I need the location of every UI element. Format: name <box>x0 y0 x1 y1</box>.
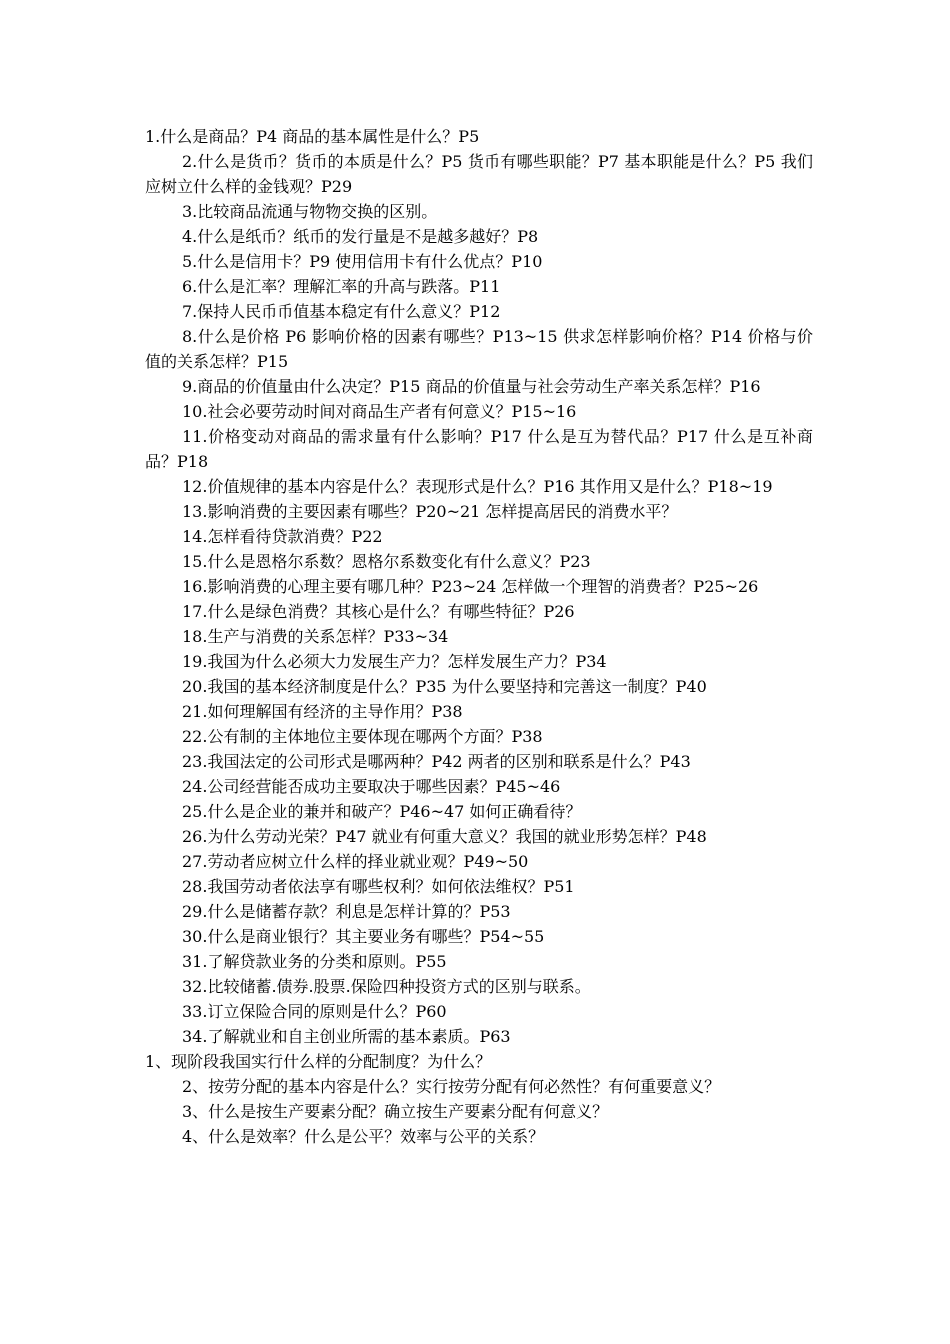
question-3: 3.比较商品流通与物物交换的区别。 <box>182 202 438 221</box>
question-1: 1.什么是商品？P4 商品的基本属性是什么？P5 <box>145 127 480 146</box>
question-16: 16.影响消费的心理主要有哪几种？P23~24 怎样做一个理智的消费者？P25~26 <box>182 577 759 596</box>
question-13: 13.影响消费的主要因素有哪些？P20~21 怎样提高居民的消费水平？ <box>182 502 678 521</box>
question-14: 14.怎样看待贷款消费？P22 <box>182 527 383 546</box>
question-31: 31.了解贷款业务的分类和原则。P55 <box>182 952 447 971</box>
question-24: 24.公司经营能否成功主要取决于哪些因素？P45~46 <box>182 777 561 796</box>
question-28: 28.我国劳动者依法享有哪些权利？如何依法维权？P51 <box>182 877 575 896</box>
question-22: 22.公有制的主体地位主要体现在哪两个方面？P38 <box>182 727 543 746</box>
question-30: 30.什么是商业银行？其主要业务有哪些？P54~55 <box>182 927 545 946</box>
question-15: 15.什么是恩格尔系数？恩格尔系数变化有什么意义？P23 <box>182 552 591 571</box>
question-12: 12.价值规律的基本内容是什么？表现形式是什么？P16 其作用又是什么？P18~19 <box>182 477 773 496</box>
question-11: 11.价格变动对商品的需求量有什么影响？P17 什么是互为替代品？P17 什么是互补商品？P18 <box>145 427 813 471</box>
section-question-1: 1、现阶段我国实行什么样的分配制度？为什么？ <box>145 1052 492 1071</box>
question-21: 21.如何理解国有经济的主导作用？P38 <box>182 702 463 721</box>
section-question-4: 4、什么是效率？什么是公平？效率与公平的关系？ <box>182 1127 545 1146</box>
question-32: 32.比较储蓄.债券.股票.保险四种投资方式的区别与联系。 <box>182 977 591 996</box>
question-25: 25.什么是企业的兼并和破产？P46~47 如何正确看待？ <box>182 802 582 821</box>
question-34: 34.了解就业和自主创业所需的基本素质。P63 <box>182 1027 511 1046</box>
question-10: 10.社会必要劳动时间对商品生产者有何意义？P15~16 <box>182 402 577 421</box>
question-18: 18.生产与消费的关系怎样？P33~34 <box>182 627 449 646</box>
question-7: 7.保持人民币币值基本稳定有什么意义？P12 <box>182 302 501 321</box>
question-29: 29.什么是储蓄存款？利息是怎样计算的？P53 <box>182 902 511 921</box>
question-27: 27.劳动者应树立什么样的择业就业观？P49~50 <box>182 852 529 871</box>
section-question-2: 2、按劳分配的基本内容是什么？实行按劳分配有何必然性？有何重要意义？ <box>182 1077 721 1096</box>
question-6: 6.什么是汇率？理解汇率的升高与跌落。P11 <box>182 277 501 296</box>
question-2: 2.什么是货币？货币的本质是什么？P5 货币有哪些职能？P7 基本职能是什么？P5 我们应树立什么样的金钱观？P29 <box>145 152 813 196</box>
question-17: 17.什么是绿色消费？其核心是什么？有哪些特征？P26 <box>182 602 575 621</box>
question-33: 33.订立保险合同的原则是什么？P60 <box>182 1002 447 1021</box>
question-19: 19.我国为什么必须大力发展生产力？怎样发展生产力？P34 <box>182 652 607 671</box>
question-26: 26.为什么劳动光荣？P47 就业有何重大意义？我国的就业形势怎样？P48 <box>182 827 707 846</box>
question-9: 9.商品的价值量由什么决定？P15 商品的价值量与社会劳动生产率关系怎样？P16 <box>182 377 761 396</box>
question-5: 5.什么是信用卡？P9 使用信用卡有什么优点？P10 <box>182 252 543 271</box>
question-23: 23.我国法定的公司形式是哪两种？P42 两者的区别和联系是什么？P43 <box>182 752 691 771</box>
section-question-3: 3、什么是按生产要素分配？确立按生产要素分配有何意义？ <box>182 1102 609 1121</box>
question-4: 4.什么是纸币？纸币的发行量是不是越多越好？P8 <box>182 227 539 246</box>
question-8: 8.什么是价格 P6 影响价格的因素有哪些？P13~15 供求怎样影响价格？P14 价格与价值的关系怎样？P15 <box>145 327 813 371</box>
document-body <box>145 124 813 1149</box>
question-20: 20.我国的基本经济制度是什么？P35 为什么要坚持和完善这一制度？P40 <box>182 677 707 696</box>
